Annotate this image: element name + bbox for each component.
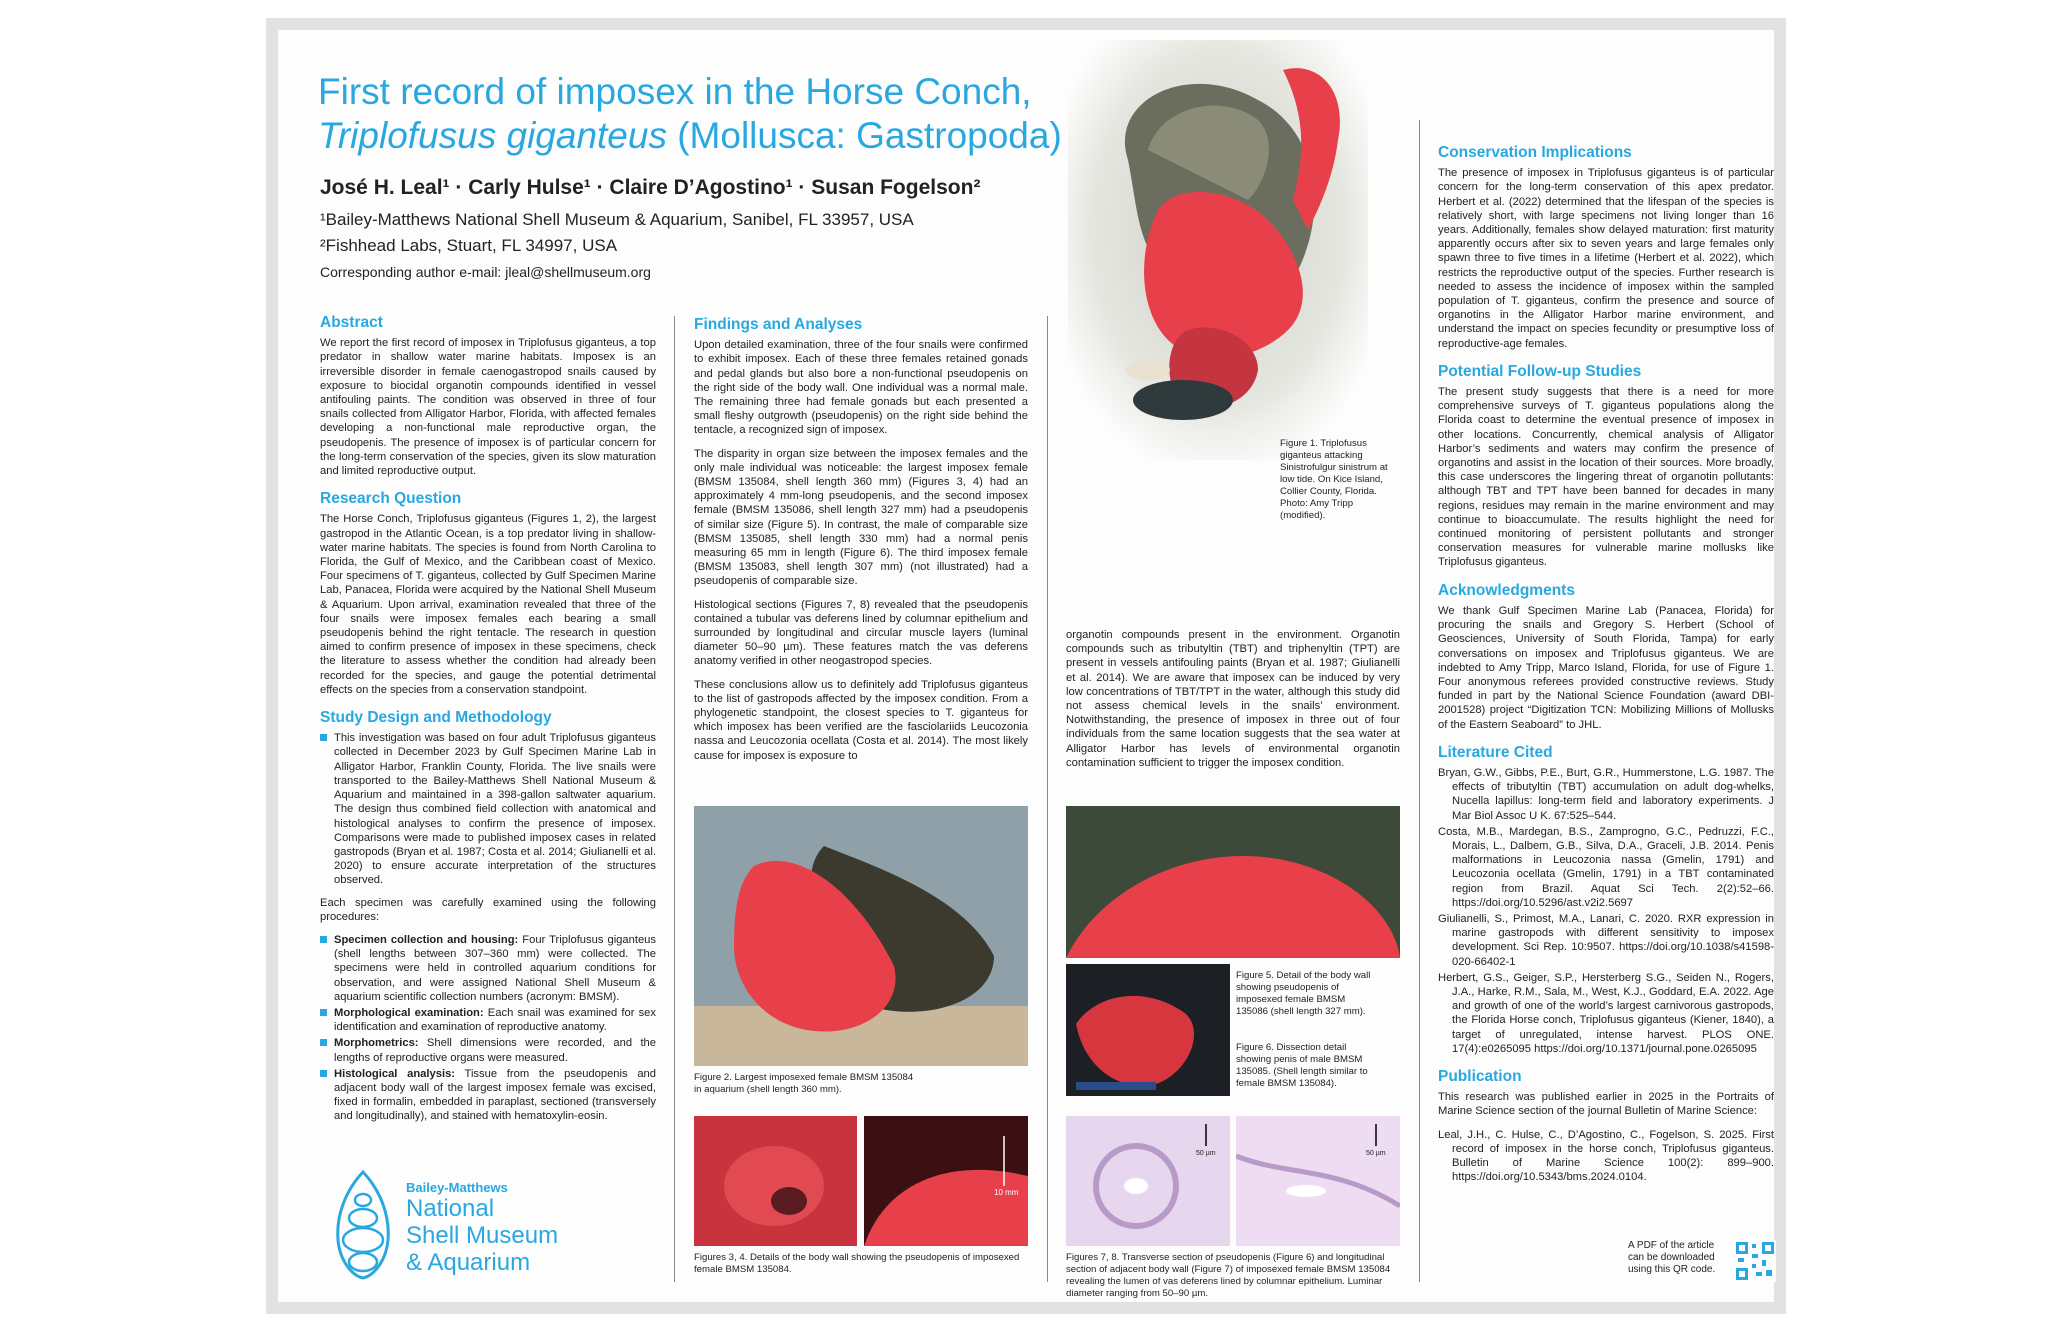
title-rest: (Mollusca: Gastropoda) xyxy=(666,115,1062,156)
findings-paragraph: Upon detailed examination, three of the four snails were confirmed to exhibit imposex. Each of these three females retained gonads and pedal glands but also bore a non-functional pseudopenis on the right side of the body wall. One individual was a normal male. The remaining three had female gonads but each presented a small fleshy outgrowth (pseudopenis) on the right side behind the tentacle, a recognized sign of imposex. xyxy=(694,339,1028,437)
research-question-section xyxy=(320,492,656,697)
qr-note: A PDF of the article can be downloaded using this QR code. xyxy=(1628,1240,1716,1275)
scale-label: 10 mm xyxy=(994,1188,1019,1197)
procedure-item: Histological analysis: Tissue from the pseudopenis and adjacent body wall of the largest imposex female was excised, fixed in formalin, embedded in paraplast, sectioned (transversely and longitudinally), and stained with hematoxylin-eosin. xyxy=(320,1067,656,1124)
figure-5-photo xyxy=(1066,806,1400,958)
publication-heading: Publication xyxy=(1438,1067,1522,1085)
figure-7-photo xyxy=(1066,1116,1230,1246)
followup-section xyxy=(1438,362,1774,570)
figure-1-photo xyxy=(1068,40,1368,460)
acknowledgments-text: We thank Gulf Specimen Marine Lab (Panacea, Florida) for procuring the snails and Gregory S. Herbert (School of Geosciences, University of South Florida, Tampa) for early conversations on imposex and Triplofusus giganteus. We are indebted to Amy Tripp, Marco Island, Florida, for use of Figure 1. Four anonymous referees provided constructive reviews. Study funded in part by the National Science Foundation (award DBI-2001528) project “Digitization TCN: Mobilizing Millions of Mollusks of the Eastern Seaboard” to JHL. xyxy=(1438,604,1774,731)
figure-3-photo xyxy=(694,1116,857,1246)
figures-3-4-caption: Figures 3, 4. Details of the body wall showing the pseudopenis of imposexed female BMSM 135084. xyxy=(694,1252,1020,1275)
study-design-heading: Study Design and Methodology xyxy=(320,709,552,727)
findings-paragraph: organotin compounds present in the environment. Organotin compounds such as tributyltin (TBT) and triphenyltin (TPT) are present in vessels antifouling paints (Bryan et al. 1987; Giulianelli et al. 2014). We are aware that imposex can be induced by very low concentrations of TBT/TPT in the water, although this study did not assess chemical levels in the snails’ environment. Notwithstanding, the presence of imposex in three out of four individuals from the same location suggests that the sea water at Alligator Harbor has levels of environmental organotin contamination sufficient to trigger the imposex condition. xyxy=(1066,629,1400,769)
abstract-heading: Abstract xyxy=(320,314,383,331)
figure-1-caption: Figure 1. Triplofusus giganteus attacking Sinistrofulgur sinistrum at low tide. On Kice Island, Collier County, Florida. Photo: Amy Tripp (modified). xyxy=(1280,438,1388,521)
column-divider xyxy=(674,316,675,1282)
findings-continued xyxy=(1066,628,1400,779)
research-question-heading: Research Question xyxy=(320,490,462,508)
museum-logo-text xyxy=(406,1180,558,1276)
abstract-section xyxy=(320,316,656,478)
procedures-intro: Each specimen was carefully examined using the following procedures: xyxy=(320,896,656,923)
figure-5-caption: Figure 5. Detail of the body wall showing pseudopenis of imposexed female BMSM 135086 (shell length 327 mm). xyxy=(1236,970,1371,1017)
study-design-section xyxy=(320,711,656,1123)
figure-6-photo xyxy=(1066,964,1230,1096)
figure-4-photo xyxy=(864,1116,1028,1246)
publication-section xyxy=(1438,1067,1774,1184)
column-4 xyxy=(1438,146,1774,1198)
literature-section xyxy=(1438,743,1774,1056)
title-species: Triplofusus giganteus xyxy=(318,115,667,156)
museum-logo-icon xyxy=(328,1170,398,1280)
reference-item: Herbert, G.S., Geiger, S.P., Hersterberg S.G., Seiden N., Rogers, J.A., Harke, R.M., Sala, M., West, K.J., Goddard, E.A. 2022. Age and growth of one of the world’s largest carnivorous gastropods, the Florida Horse conch, Triplofusus giganteus (Kiener, 1840), a target of unregulated, intense harvest. PLOS ONE. 17(4):e0265095 https://doi.org/10.1371/journal.pone.0265095 xyxy=(1438,971,1774,1055)
procedure-item: Morphological examination: Each snail was examined for sex identification and examination of reproductive anatomy. xyxy=(320,1006,656,1034)
acknowledgments-heading: Acknowledgments xyxy=(1438,581,1575,599)
followup-text: The present study suggests that there is a need for more comprehensive surveys of T. giganteus populations along the Florida coast to determine the eventual presence of imposex in other locations. Concurrently, chemical analysis of Alligator Harbor’s sediments and waters may confirm the presence of organotins and assist in the location of their sources. More broadly, this case underscores the lingering threat of organotin pollutants: although TBT and TPT have been banned for decades in many regions, residues may remain in the marine environment and may continue to bioaccumulate. The results highlight the need for continued monitoring of persistent pollutants and stronger conservation measures for vulnerable marine mollusks like Triplofusus giganteus. xyxy=(1438,386,1774,569)
qr-code-icon[interactable] xyxy=(1734,1240,1776,1282)
figure-2-caption: Figure 2. Largest imposexed female BMSM 135084 in aquarium (shell length 360 mm). xyxy=(694,1072,914,1095)
conservation-heading: Conservation Implications xyxy=(1438,144,1632,161)
column-divider xyxy=(1047,316,1048,1282)
scale-label: 50 µm xyxy=(1196,1150,1216,1157)
reference-item: Costa, M.B., Mardegan, B.S., Zamprogno, G.C., Pedruzzi, F.C., Morais, L., Dalbem, G.B., Silva, D.A., Graceli, J.B. 2014. Penis malformations in Leucozonia nassa (Gmelin, 1791) and Leucozonia ocellata (Gmelin, 1791) in a TBT contaminated region from Brazil. Aquat Sci Tech. 2(2):52–66. https://doi.org/10.5296/ast.v2i2.5697 xyxy=(1438,825,1774,909)
affiliation-2: ²Fishhead Labs, Stuart, FL 34997, USA xyxy=(320,236,618,255)
column-1 xyxy=(320,316,656,1138)
publication-text: This research was published earlier in 2025 in the Portraits of Marine Science section of the journal Bulletin of Marine Science: xyxy=(1438,1091,1774,1118)
poster-title xyxy=(318,70,1078,158)
scale-label: 50 µm xyxy=(1366,1150,1386,1157)
reference-item: Giulianelli, S., Primost, M.A., Lanari, C. 2020. RXR expression in marine gastropods with different sensitivity to imposex development. Sci Rep. 10:9507. https://doi.org/10.1038/s41598-020-66402-1 xyxy=(1438,912,1774,968)
procedure-item: Morphometrics: Shell dimensions were recorded, and the lengths of reproductive organs were measured. xyxy=(320,1036,656,1064)
acknowledgments-section xyxy=(1438,581,1774,732)
reference-item: Bryan, G.W., Gibbs, P.E., Burt, G.R., Hummerstone, L.G. 1987. The effects of tributyltin (TBT) accumulation on adult dog-whelks, Nucella lapillus: long-term field and laboratory experiments. J Mar Biol Assoc U K. 67:525–544. xyxy=(1438,766,1774,822)
study-design-intro: This investigation was based on four adult Triplofusus giganteus collected in December 2023 by Gulf Specimen Marine Lab in Alligator Harbor, Franklin County, Florida. The live snails were transported to the Bailey-Matthews Shell National Museum & Aquarium and maintained in a 398-gallon saltwater aquarium. The design thus combined field collection with anatomical and histological analyses to confirm the presence of imposex. Comparisons were made to published imposex cases in related gastropods (Bryan et al. 1987; Costa et al. 2014; Giulianelli et al. 2020) to ensure accurate interpretation of the structures observed. xyxy=(320,731,656,887)
authors: José H. Leal¹ · Carly Hulse¹ · Claire D’Agostino¹ · Susan Fogelson² xyxy=(320,176,981,199)
figure-2-photo xyxy=(694,806,1028,1066)
conservation-section xyxy=(1438,146,1774,351)
findings-heading: Findings and Analyses xyxy=(694,316,863,333)
conch-illustration xyxy=(1068,40,1368,460)
figures-7-8-caption: Figures 7, 8. Transverse section of pseudopenis (Figure 6) and longitudinal section of adjacent body wall (Figure 7) of imposexed female BMSM 135084 revealing the lumen of vas deferens lined by columnar epithelium. Luminar diameter ranging from 50–90 µm. xyxy=(1066,1252,1391,1299)
conservation-text: The presence of imposex in Triplofusus giganteus is of particular concern for the long-term conservation of this apex predator. Herbert et al. (2022) determined that the lifespan of the species is relatively short, with large specimens not living longer than 16 years. Additionally, females show delayed maturation: first maturity apparently occurs after six to seven years and large females only spawn three to five times in a lifetime (Herbert et al. 2022), which restricts the reproductive output of the species. Further research is needed to assess the incidence of imposex within the sampled population of T. giganteus, confirm the presence and source of organotins in the Alligator Harbor marine environment, and understand the impact on species fecundity or presumptive loss of reproductive-age females. xyxy=(1438,167,1774,350)
findings-paragraph: The disparity in organ size between the imposex females and the only male individual was noticeable: the largest imposex female (BMSM 135084, shell length 360 mm) (Figures 3, 4) had an approximately 4 mm-long pseudopenis, and the second imposex female (BMSM 135086, shell length 327 mm) had a pseudopenis of similar size (Figure 5). In contrast, the male of comparable size (BMSM 135085, shell length 330 mm) had a normal penis measuring 65 mm in length (Figure 6). The third imposex female (BMSM 135083, shell length 307 mm) (not illustrated) had a pseudopenis of comparable size. xyxy=(694,447,1028,588)
column-divider xyxy=(1419,120,1420,1282)
logo-line-1: National xyxy=(406,1195,495,1222)
poster xyxy=(266,18,1786,1314)
title-line-1: First record of imposex in the Horse Conch, xyxy=(318,71,1032,112)
logo-small: Bailey-Matthews xyxy=(406,1180,508,1195)
findings-column xyxy=(694,318,1028,772)
figure-6-caption: Figure 6. Dissection detail showing penis of male BMSM 135085. (Shell length similar to female BMSM 135084). xyxy=(1236,1042,1368,1089)
logo-line-2: Shell Museum xyxy=(406,1222,559,1249)
corresponding-email: Corresponding author e-mail: jleal@shellmuseum.org xyxy=(320,264,651,280)
title-line-2 xyxy=(318,114,1078,158)
affiliation-1: ¹Bailey-Matthews National Shell Museum & Aquarium, Sanibel, FL 33957, USA xyxy=(320,210,914,229)
publication-citation: Leal, J.H., C. Hulse, C., D’Agostino, C., Fogelson, S. 2025. First record of imposex in the horse conch, Triplofusus giganteus. Bulletin of Marine Science 100(2): 899–900. https://doi.org/10.5343/bms.2024.0104. xyxy=(1438,1128,1774,1184)
research-question-text: The Horse Conch, Triplofusus giganteus (Figures 1, 2), the largest gastropod in the Atlantic Ocean, is a top predator living in shallow-water marine habitats. The species is found from North Carolina to Florida, the Gulf of Mexico, and the Caribbean coast of Mexico. Four specimens of T. giganteus, collected by Gulf Specimen Marine Lab, Panacea, Florida were acquired by the National Shell Museum & Aquarium. Upon arrival, examination revealed that three of the four snails were imposex females each bearing a small pseudopenis behind the right tentacle. The research in question aimed to confirm presence of imposex in these specimens, check the literature to assess whether the condition had already been recorded for the species, and gauge the potential detrimental effects on the species from a conservation standpoint. xyxy=(320,513,656,696)
literature-heading: Literature Cited xyxy=(1438,743,1553,761)
logo-line-3: & Aquarium xyxy=(406,1249,531,1276)
findings-paragraph: Histological sections (Figures 7, 8) revealed that the pseudopenis contained a tubular vas deferens lined by columnar epithelium and surrounded by longitudinal and circular muscle layers (luminal diameter 50–90 µm). These features match the vas deferens anatomy verified in other neogastropod species. xyxy=(694,598,1028,668)
procedure-item: Specimen collection and housing: Four Triplofusus giganteus (shell lengths between 307–360 mm) were collected. The specimens were held in controlled aquarium conditions for observation, and were assigned National Shell Museum & aquarium scientific collection numbers (acronym: BMSM). xyxy=(320,933,656,1004)
followup-heading: Potential Follow-up Studies xyxy=(1438,362,1642,380)
figure-8-photo xyxy=(1236,1116,1400,1246)
abstract-text: We report the first record of imposex in Triplofusus giganteus, a top predator in shallow water marine habitats. Imposex is an irreversible disorder in female caenogastropod snails caused by exposure to biocidal organotin compounds identified in vessel antifouling paints. The condition was observed in three of four snails collected from Alligator Harbor, Florida, with affected females developing a non-functional male reproductive organ, the pseudopenis. The presence of imposex is of particular concern for the long-term conservation of the species, given its slow maturation and limited reproductive output. xyxy=(320,337,656,478)
findings-paragraph: These conclusions allow us to definitely add Triplofusus giganteus to the list of gastropods affected by the imposex condition. From a phylogenetic standpoint, the closest species to T. giganteus for which imposex has been verified are the fasciolariids Leucozonia nassa and Leucozonia ocellata (Costa et al. 2014). The most likely cause for imposex is exposure to xyxy=(694,678,1028,762)
